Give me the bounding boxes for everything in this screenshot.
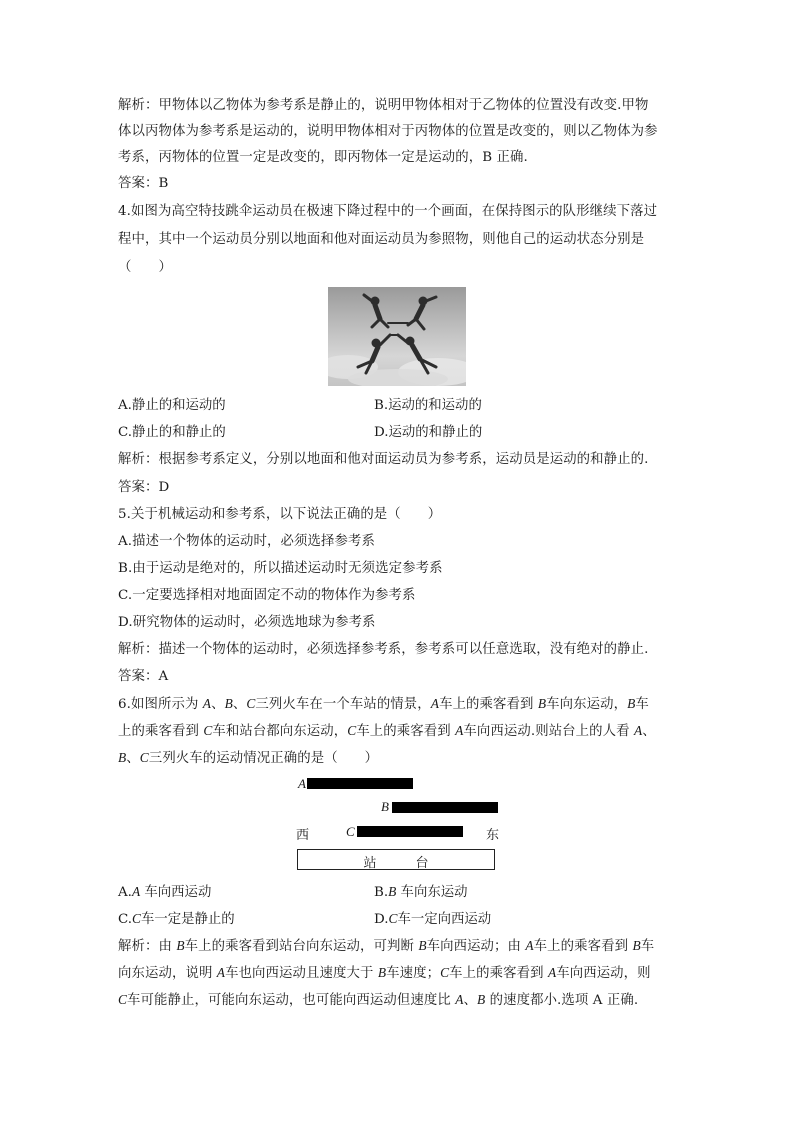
text: 解析：由 (118, 939, 177, 954)
text: 、 (126, 751, 140, 766)
text: 上的乘客看到 (118, 724, 204, 739)
text: 车一定是静止的 (140, 912, 235, 927)
train-c-label: C (346, 824, 355, 839)
skydivers-photo (328, 287, 466, 386)
var-b: B (632, 938, 641, 953)
text: 的速度都小.选项 A 正确. (485, 993, 639, 1008)
var-b: B (476, 992, 486, 1007)
q5-option-a: A.描述一个物体的运动时，必须选择参考系 (118, 534, 375, 549)
var-c: C (347, 723, 357, 738)
q4-stem-line-1: 4.如图为高空特技跳伞运动员在极速下降过程中的一个画面，在保持图示的队形继续下落过 (118, 204, 658, 219)
var-b: B (176, 938, 185, 953)
text: 6.如图所示为 (118, 697, 203, 712)
q5-answer: 答案：A (118, 669, 169, 684)
text: 车向东运动， (546, 697, 628, 712)
text: 车上的乘客看到 (533, 939, 633, 954)
var-c: C (440, 965, 450, 980)
q6-option-a (118, 882, 211, 903)
q6-stem-line-2 (118, 721, 684, 742)
var-b: B (627, 696, 636, 711)
q3-answer: 答案：B (118, 176, 169, 191)
var-b: B (537, 696, 547, 711)
q4-analysis: 解析：根据参考系定义，分别以地面和他对面运动员为参考系，运动员是运动的和静止的. (118, 452, 649, 467)
text: 车向西运动，则 (556, 966, 651, 981)
q5-option-c: C.一定要选择相对地面固定不动的物体作为参考系 (118, 588, 416, 603)
text: 、 (642, 724, 656, 739)
train-b-label: B (381, 799, 389, 814)
q6-option-d (374, 909, 491, 930)
station-label: 站 台 (363, 856, 429, 871)
var-a: A (202, 696, 212, 711)
var-c: C (246, 696, 256, 711)
var-b: B (377, 965, 387, 980)
q3-analysis-line-3: 考系，丙物体的位置一定是改变的，即丙物体一定是运动的，B 正确. (118, 150, 528, 165)
skydivers-illustration (328, 287, 466, 386)
q6-option-b (374, 882, 468, 903)
train-a-label: A (298, 776, 306, 791)
text: 向东运动，说明 (118, 966, 217, 981)
q3-analysis-line-2: 体以丙物体为参考系是运动的，说明甲物体相对于丙物体的位置是改变的，则以乙物体为参 (118, 124, 658, 139)
q5-option-d: D.研究物体的运动时，必须选地球为参考系 (118, 615, 376, 630)
var-a: A (455, 723, 464, 738)
q3-analysis-line-1: 解析：甲物体以乙物体为参考系是静止的，说明甲物体相对于乙物体的位置没有改变.甲物 (118, 98, 649, 113)
var-a: A (525, 938, 534, 953)
q5-option-b: B.由于运动是绝对的，所以描述运动时无须选定参考系 (118, 561, 443, 576)
text: 车 (635, 697, 649, 712)
text: 车也向西运动且速度大于 (225, 966, 378, 981)
train-c-bar (357, 826, 463, 837)
q4-option-d: D.运动的和静止的 (374, 425, 483, 440)
text: 车上的乘客看到 (439, 697, 538, 712)
var-a: A (455, 992, 464, 1007)
text: 车向西运动.则站台上的人看 (463, 724, 634, 739)
var-a: A (547, 965, 557, 980)
var-c: C (139, 750, 149, 765)
var-b: B (388, 884, 397, 899)
var-b: B (118, 750, 127, 765)
var-b: B (418, 938, 427, 953)
text: 车可能静止，可能向东运动，也可能向西运动但速度比 (127, 993, 456, 1008)
text: 、 (211, 697, 225, 712)
q6-stem-line-1 (118, 694, 684, 715)
text: 车上的乘客看到站台向东运动，可判断 (184, 939, 419, 954)
q6-analysis-line-1 (118, 936, 684, 957)
var-c: C (388, 911, 398, 926)
text: 车一定向西运动 (397, 912, 492, 927)
train-station-diagram (294, 772, 504, 874)
text: 三列火车在一个车站的情景， (255, 697, 431, 712)
var-c: C (118, 992, 128, 1007)
text: C. (118, 912, 133, 927)
q6-analysis-line-3 (118, 990, 684, 1011)
text: D. (374, 912, 389, 927)
west-label: 西 (296, 828, 310, 843)
q4-stem-line-3: （ ） (118, 260, 172, 275)
text: 车向东运动 (396, 885, 468, 900)
train-b-bar (392, 802, 498, 813)
text: 车和站台都向东运动， (212, 724, 348, 739)
var-c: C (203, 723, 213, 738)
var-a: A (634, 723, 643, 738)
text: 、 (463, 993, 477, 1008)
east-label: 东 (486, 828, 500, 843)
q4-answer: 答案：D (118, 480, 170, 495)
q6-analysis-line-2 (118, 963, 684, 984)
var-a: A (131, 884, 141, 899)
q5-analysis: 解析：描述一个物体的运动时，必须选择参考系，参考系可以任意选取，没有绝对的静止. (118, 642, 649, 657)
text: A. (118, 885, 132, 900)
q5-stem: 5.关于机械运动和参考系，以下说法正确的是（ ） (118, 507, 442, 522)
q6-option-c (118, 909, 235, 930)
q4-stem-line-2: 程中，其中一个运动员分别以地面和他对面运动员为参照物，则他自己的运动状态分别是 (118, 232, 645, 247)
q4-option-b: B.运动的和运动的 (374, 398, 482, 413)
station-platform (297, 849, 495, 870)
q4-option-c: C.静止的和静止的 (118, 425, 226, 440)
var-b: B (224, 696, 233, 711)
text: 车向西运动 (140, 885, 212, 900)
var-a: A (430, 696, 440, 711)
q4-option-a: A.静止的和运动的 (118, 398, 226, 413)
text: 车速度； (386, 966, 441, 981)
var-c: C (132, 911, 141, 926)
text: 、 (232, 697, 247, 712)
var-a: A (216, 965, 226, 980)
text: 车上的乘客看到 (449, 966, 548, 981)
text: B. (374, 885, 389, 900)
train-a-bar (307, 778, 413, 789)
q6-stem-line-3 (118, 748, 684, 769)
text: 车上的乘客看到 (356, 724, 456, 739)
text: 车向西运动；由 (426, 939, 526, 954)
text: 三列火车的运动情况正确的是（ ） (148, 751, 379, 766)
text: 车 (640, 939, 655, 954)
